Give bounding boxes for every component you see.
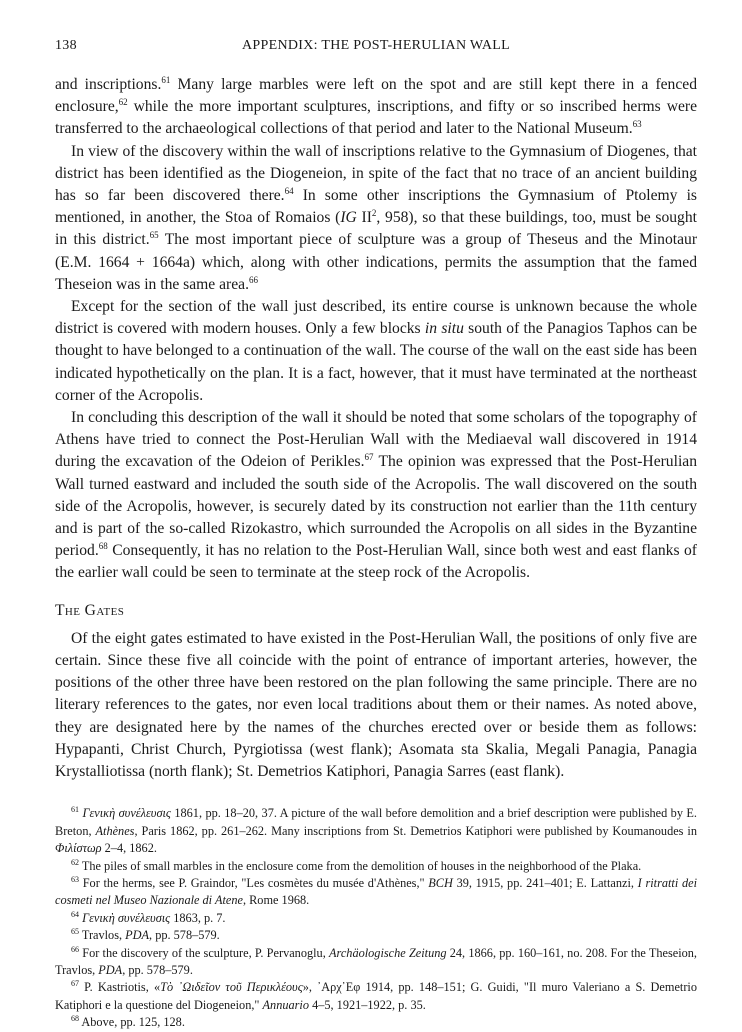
footnote-ref-64: 64	[284, 186, 294, 197]
main-text	[55, 74, 697, 783]
footnote-ref-63: 63	[632, 119, 642, 130]
footnote-ref-61: 61	[161, 75, 171, 85]
paragraph-5: Of the eight gates estimated to have existed in the Post-Herulian Wall, the positions of only five are certain. Since these five all coincide with the point of entrance of important arteries, however, the positions of the other three have been restored on the plan following the same principle. There are no literary references to the gates, nor even local traditions about them or their names. As noted above, they are designated here by the names of the churches erected over or beside them as follows: Hypapanti, Christ Church, Pyrgiotissa (west flank); Asomata sta Skalia, Megali Panagia, Panagia Krystalliotissa (north flank); St. Demetrios Katiphori, Panagia Sarres (east flank).	[55, 629, 697, 781]
footnote-67: $^{67}$ P. Kastriotis, «Τὸ ᾿Ωιδεῖον τοῦ Περικλέους», ᾿Αρχ᾿Εφ 1914, pp. 148–151; G. Guidi, "Il muro Valeriano a S. Demetrio Katiphori e la questione del Diogeneion," Annuario 4–5, 1921–1922, p. 35.	[55, 979, 697, 1012]
footnote-68: $^{68}$ Above, pp. 125, 128.	[71, 1014, 185, 1030]
footnote-ref-67: 67	[364, 452, 374, 463]
running-title: APPENDIX: THE POST-HERULIAN WALL	[242, 38, 510, 53]
footnote-64: $^{64}$ Γενικὴ συνέλευσις 1863, p. 7.	[71, 909, 226, 925]
footnote-63: $^{63}$ For the herms, see P. Graindor, "Les cosmètes du musée d'Athènes," BCH 39, 1915, pp. 241–401; E. Lattanzi, I ritratti dei cosmeti nel Museo Nazionale di Atene, Rome 1968.	[55, 874, 697, 908]
page	[55, 38, 697, 1032]
footnote-62: $^{62}$ The piles of small marbles in the enclosure come from the demolition of houses in the neighborhood of the Plaka.	[71, 857, 642, 873]
page-number: 138	[55, 38, 77, 53]
section-heading: The Gates	[55, 601, 125, 619]
paragraph-3: Except for the section of the wall just described, its entire course is unknown because the whole district is covered with modern houses. Only a few blocks in situ south of the Panagios Taphos can be thought to have belonged to a continuation of the wall. The course of the wall on the east side has been indicated hypothetically on the plan. It is a fact, however, that it must have terminated at the northeast corner of the Acropolis.	[55, 298, 697, 404]
running-header	[55, 38, 697, 60]
footnotes	[55, 805, 697, 1031]
paragraph-1: and inscriptions.$^{61}$ Many large marbles were left on the spot and are still kept there in a fenced enclosure,$^{62}$ while the more important sculptures, inscriptions, and fifty or so inscribed herms were transferred to the archaeological collections of that period and later to the National Museum.$^{63}$	[55, 75, 697, 138]
footnote-ref-66: 66	[248, 274, 258, 285]
paragraph-2: In view of the discovery within the wall of inscriptions relative to the Gymnasium of Diogenes, that district has been identified as the Diogeneion, in spite of the fact that no trace of an ancient building has so far been discovered there.$^{64}$ In some other inscriptions the Gymnasium of Ptolemy is mentioned, in another, the Stoa of Romaios (IG $II^2$, 958), so that these buildings, too, must be sought in this district.$^{65}$ The most important piece of sculpture was a group of Theseus and the Minotaur (E.M. 1664 + 1664a) which, along with other indications, permits the assumption that the famed Theseion was in the same area.$^{66}$	[55, 142, 698, 293]
footnote-61: $^{61}$ Γενικὴ συνέλευσις 1861, pp. 18–20, 37. A picture of the wall before demolition and a brief description were published by E. Breton, Athènes, Paris 1862, pp. 261–262. Many inscriptions from St. Demetrios Katiphori were published by Koumanoudes in Φιλίστωρ 2–4, 1862.	[55, 805, 698, 856]
footnote-ref-62: 62	[118, 97, 128, 108]
footnote-ref-65: 65	[149, 230, 159, 241]
footnote-ref-68: 68	[98, 541, 108, 552]
footnote-65: $^{65}$ Travlos, PDA, pp. 578–579.	[71, 927, 220, 943]
footnote-66: $^{66}$ For the discovery of the sculpture, P. Pervanoglu, Archäologische Zeitung 24, 1866, pp. 160–161, no. 208. For the Theseion, Travlos, PDA, pp. 578–579.	[55, 944, 697, 977]
paragraph-4: In concluding this description of the wall it should be noted that some scholars of the topography of Athens have tried to connect the Post-Herulian Wall with the Mediaeval wall discovered in 1914 during the excavation of the Odeion of Perikles.$^{67}$ The opinion was expressed that the Post-Herulian Wall turned eastward and included the south side of the Acropolis. The wall discovered on the south side of the Acropolis, however, is securely dated by its construction not earlier than the 11th century and is part of the so-called Rizokastro, which surrounded the Acropolis on all sides in the Byzantine period.$^{68}$ Consequently, it has no relation to the Post-Herulian Wall, since both west and east flanks of the earlier wall could be seen to terminate at the steep rock of the Acropolis.	[55, 409, 697, 582]
